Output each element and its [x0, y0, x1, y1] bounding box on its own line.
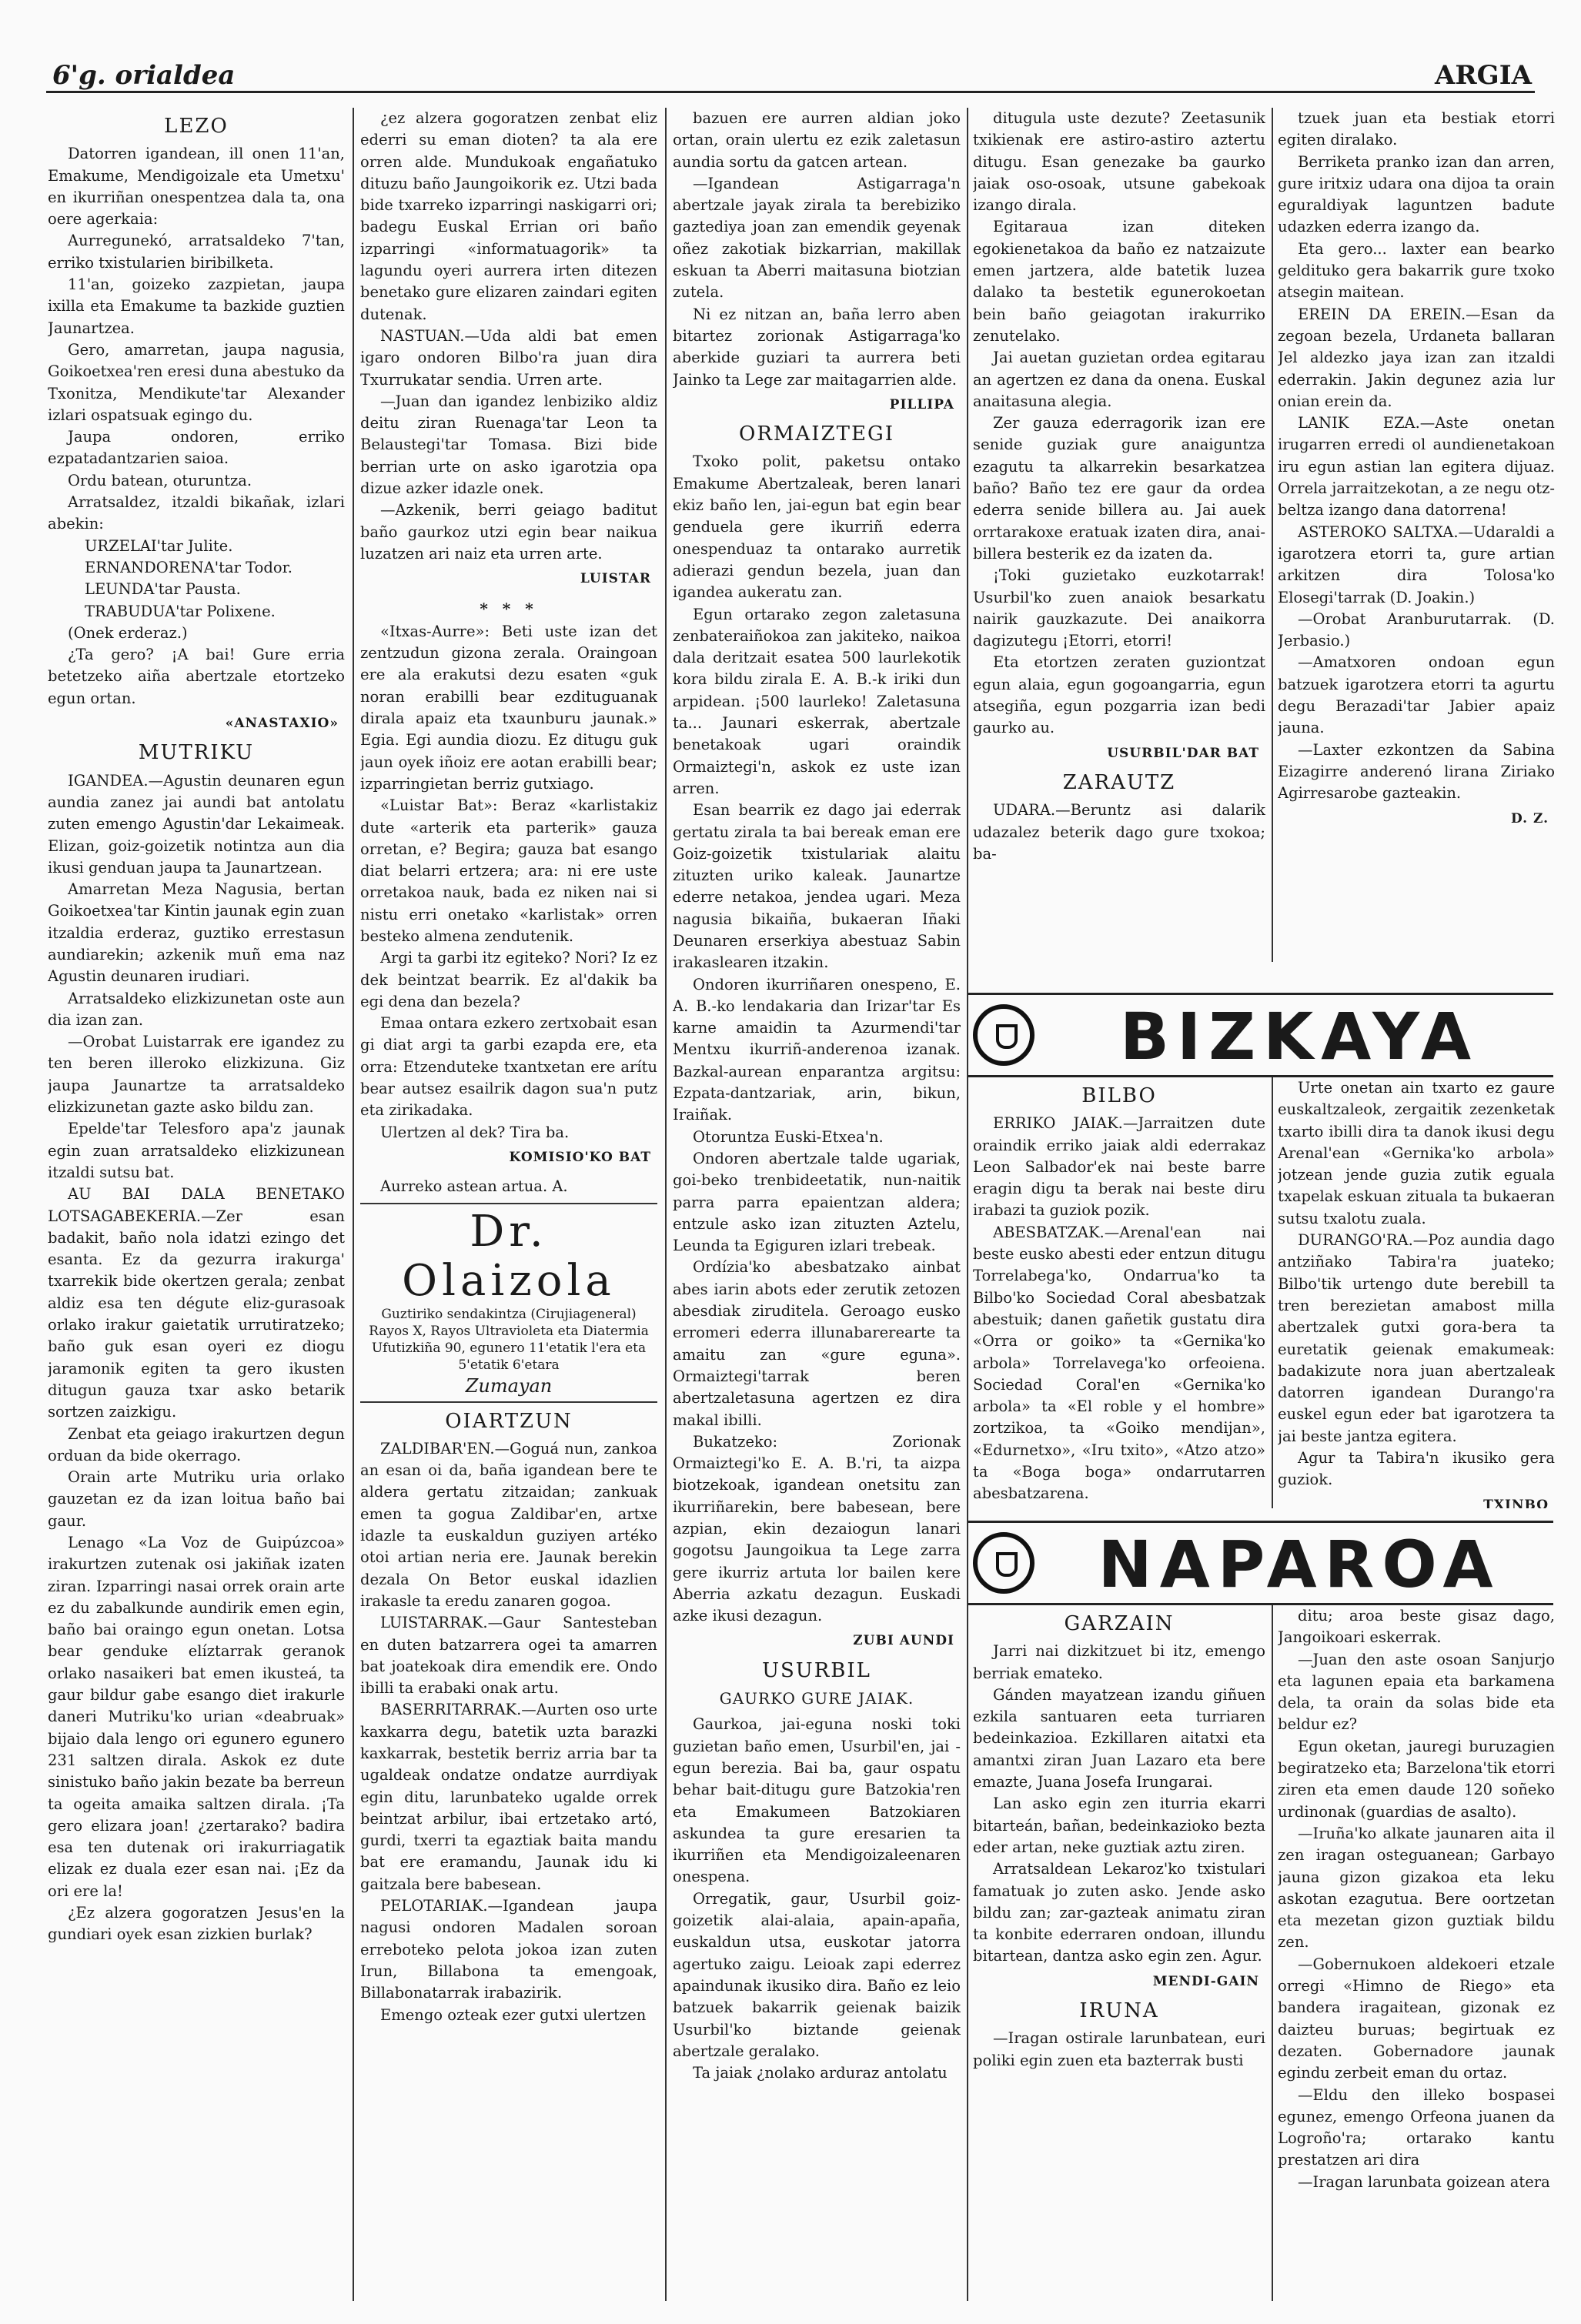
signature: D. Z.	[1510, 810, 1549, 826]
paragraph: Eta gero... laxter ean bearko geldituko gera bakarrik gure txoko atsegin maitean.	[1278, 239, 1555, 302]
paragraph: tzuek juan eta bestiak etorri egiten diralako.	[1278, 109, 1555, 149]
paragraph: PELOTARIAK.—Igandean jaupa nagusi ondoren Madalen soroan erreboteko pelota jokoa izan zuten Irun, Billabona ta emengoak, Billabonatarrak irabazirik.	[360, 1897, 657, 2002]
paragraph: Gánden mayatzean izandu giñuen ezkila santuaren eeta turriaren bedeinkazioa. Ezkillaren aitatxi eta amantxi ziran Juan Lazaro eta bere emazte, Juana Josefa Irungarai.	[973, 1685, 1265, 1791]
signature: MENDI-GAIN	[1152, 1973, 1259, 1989]
section-heading: MUTRIKU	[138, 741, 255, 765]
paragraph: Arratsaldeko elizkizunetan oste aun dia izan zan.	[48, 989, 345, 1029]
paragraph: Arratsaldez, itzaldi bikañak, izlari abekin:	[48, 493, 345, 533]
paragraph: —Juan dan igandez lenbiziko aldiz deitu ziran Ruenaga'tar Leon ta Belaustegi'tar Tomasa. Bizi bide berrian urte on asko igarotzia opa dizue azker idazle onek.	[360, 392, 657, 498]
column-rule	[1272, 1077, 1273, 1508]
naparoa-banner	[968, 1521, 1553, 1605]
paragraph: Ulertzen al dek? Tira ba.	[380, 1123, 570, 1141]
column-2	[360, 108, 657, 2301]
paragraph: Txoko polit, paketsu ontako Emakume Abertzaleak, beren lanari ekiz baño len, jai-egun bat egin bear genduela gere ikurriñ ederra onespenduaz ta ontarako aurretik adierazi gendun bezela, juan dan igandea aukeratu zan.	[673, 452, 961, 602]
paragraph: —Iragan ostirale larunbatean, euri poliki egin zuen eta bazterrak busti	[973, 2029, 1265, 2069]
paragraph: Eta etortzen zeraten guziontzat egun alaia, egun gogoangarria, egun atsegiña, egun pozgarria izan bedi gaurko au.	[973, 653, 1265, 737]
paragraph: —Juan den aste osoan Sanjurjo eta lagunen epaia eta barkamena dela, ta orain da solas bide eta beldur ez?	[1278, 1650, 1555, 1734]
paragraph: AU BAI DALA BENETAKO LOTSAGABEKERIA.—Zer esan badakit, baño nola idatzi ezingo det esanta. Ez da gezurra irakurga' txarrekik bide okertzen gerala; zenbat aldiz esa ten dégute eliz-gurasoak orlako irakur gaietatik urrutiratzeko; baño guk esan oyeri ez diogu jaramonik egiten ta gero ikusten ditugun gauza txar asko betarik sortzen zaizkigu.	[48, 1185, 345, 1421]
paragraph: Gaurkoa, jai-eguna noski toki guzietan baño emen, Usurbil'en, jai -egun berezia. Bai ba, gaur ospatu behar bait-ditugu gure Batzokia'ren eta Emakumeen Batzokiaren askundea ta gure eresarien ta ikurriñen eta Mendigoizaleenaren onespena.	[673, 1715, 961, 1886]
paragraph: EREIN DA EREIN.—Esan da zegoan bezela, Urdaneta ballaran Jel aldezko jaya izan zan itzaldi ederrakin. Jakin degunez azia lur onian erein da.	[1278, 305, 1555, 410]
paragraph: Orain arte Mutriku uria orlako gauzetan ez da izan loitua baño bai gaur.	[48, 1468, 345, 1530]
paragraph: Egun oketan, jauregi buruzagien begiratzeko eta; Barzelona'tik etorri ziren eta emen daude 120 soñeko urdinonak (guardias de asalto).	[1278, 1737, 1555, 1821]
paragraph: Berriketa pranko izan dan arren, gure iritxiz udara ona dijoa ta orain eguraldiyak laguntzen badute udazken ederra izango da.	[1278, 152, 1555, 236]
paragraph: Emengo ozteak ezer gutxi ulertzen	[380, 2005, 647, 2024]
signature: LUISTAR	[580, 571, 651, 587]
paragraph: Egitaraua izan diteken egokienetakoa da baño ez natzaizute emen jartzera, alde batetik luzea dalako ta bestetik egunerokoetan bein baño geiagotan irakurriko zenutelako.	[973, 218, 1265, 345]
paragraph: —Azkenik, berri geiago baditut baño gaurkoz utzi egin bear naikua luzatzen ari naiz eta urren arte.	[360, 501, 657, 563]
paragraph: Arratsaldean Lekaroz'ko txistulari famatuak jo zuten asko. Jende asko bildu zan; zar-gazteak animatu ziran ta konbite ederraren ondoan, illundu bitartean, dantza asko egin zen. Agur.	[973, 1860, 1265, 1965]
signature: «ANASTAXIO»	[225, 716, 339, 732]
paragraph: DURANGO'RA.—Poz aundia dago antziñako Tabira'ra juateko; Bilbo'tik urtengo dute berebill ta tren berezietan amabost milla abertzalek gutxi gora-bera ta euretatik geienak emakumeak: badakizute nora juan abertzaleak datorren igandean Durango'ra euskel egun eder bat igarotzera ta jai beste jantza egitera.	[1278, 1231, 1555, 1445]
paragraph: Aurreko astean artua. A.	[380, 1177, 568, 1196]
signature: ZUBI AUNDI	[853, 1633, 954, 1649]
page-number: 6'g. orialdea	[52, 60, 236, 91]
paragraph: Gero, amarretan, jaupa nagusia, Goikoetxea'ren eresi duna abestuko da Txonitza, Mendikute'tar Alexander izlari ospatsuak egingo du.	[48, 340, 345, 424]
paragraph: Ondoren ikurriñaren onespeno, E. A. B.-ko lendakaria dan Irizar'tar Es karne amaidin ta Azurmendi'tar Mentxu ikurriñ-anderenoa izanak. Bazkal-aurean enparantza argitsu: Ezpata-dantzariak, arin, bikun, Iraiñak.	[673, 975, 961, 1124]
paragraph: ASTEROKO SALTXA.—Udaraldi a igarotzera etorri ta, gure artian arkitzen dira Tolosa'ko Elosegi'tarrak (D. Joakin.)	[1278, 523, 1555, 606]
paragraph: Lenago «La Voz de Guipúzcoa» irakurtzen zutenak osi jakiñak izaten ziran. Izparringi nasai orrek orain arte ez du zabalkunde aundirik emen egin, baño bai oraingo egun onetan. Lotsa bear genduke elíztarrak geranok orlako nasaikeri bat emen ikusteá, ta gaur bildur gabe esango diet irakurle daneri Mutriku'ko urian «deabruak» bijaio dala lengo ori egunero egunero 231 saltzen dirala. Askok ez dute sinistuko baño jakin bezate ba berreun ta ogeita amaika saltzen dirala. ¡Ta gero elizara joan! ¿zertarako? badira esa ten dutenak ori irakurriagatik elizak ez duala ezer esan nai. ¡Ez da ori ere la!	[48, 1534, 345, 1900]
paragraph: Ondoren abertzale talde ugariak, goi-beko trenbideetatik, nun-naitik parra parra epaientzan aldera; entzule asko izan zituzten Aztelu, Leunda ta Egiguren izlari trebeak.	[673, 1149, 961, 1255]
speaker-name: ERNANDORENA'tar Todor.	[85, 558, 292, 576]
page-header	[46, 60, 1535, 93]
column-5	[1278, 108, 1555, 962]
paragraph: Emaa ontara ezkero zertxobait esan gi diat argi ta garbi ezapda ere, eta orra: Etzenduteke txantxetan ere arítu bear autsez esailrik dagon sua'n putz eta zirikadaka.	[360, 1014, 657, 1120]
separator-stars: * * *	[480, 599, 538, 618]
paragraph: 11'an, goizeko zazpietan, jaupa ixilla eta Emakume ta bazkide guztien Jaunartzea.	[48, 275, 345, 337]
paragraph: Argi ta garbi itz egiteko? Nori? Iz ez dek beintzat bearrik. Ez al'dakik ba egi dena dan bezela?	[360, 949, 657, 1010]
paragraph: Urte onetan ain txarto ez gaure euskaltzaleok, zergaitik zezenketak txarto ibilli dira ta danok ikusi degu Arenal'ean «Gernika'ko arbola» jotzean jende guzia zutik eguala txapelak eskuan zituala ta bukaeran sutsu txalotu zuala.	[1278, 1079, 1555, 1227]
paragraph: ERRIKO JAIAK.—Jarraitzen dute oraindik erriko jaiak aldi ederrakaz Leon Salbador'ek nai beste barre eragin digu ta berak nai beste diru irabazi ta guziok pozik.	[973, 1114, 1265, 1220]
paragraph: «Itxas-Aurre»: Beti uste izan det zentzudun gizona zerala. Oraingoan ere ala erakutsi dezu esaten «guk noran erabilli bear ezdituguanak dirala apaiz eta txaunburu jaunak.» Egia. Egi aundia diozu. Ez ditugu guk jaun oyek iñoiz ere aotan erabilli bear; izparringietan berriz gutxiago.	[360, 622, 657, 793]
paragraph: BASERRITARRAK.—Aurten oso urte kaxkarra degu, batetik uzta barazki kaxkarrak, bestetik berriz arria bar ta ugaldeak ondatze ondatze aurrdiyak egin ditu, larunbateko ugalde orrek beintzat arbilur, ibai ertzetako artó, gurdi, txerri ta egaztiak baita mandu bat ere eramandu, Jaunak idu ki gaitzala bere babesean.	[360, 1701, 657, 1893]
paragraph: bazuen ere aurren aldian joko ortan, orain ulertu ez ezik zaletasun aundia sortu da gatcen artean.	[673, 109, 961, 171]
column-1	[48, 108, 345, 2301]
paragraph: —Igandean Astigarraga'n abertzale jayak zirala ta berebiziko gaztediya joan zan emendik geyenak oñez zakotiak bizkarrian, makillak eskuan ta Aberri maitasuna biotzian zutela.	[673, 174, 961, 302]
paragraph: «Luistar Bat»: Beraz «karlistakiz dute «arterik eta parterik» gauza orretan, e? Begira; gauza bat esango diat belarri ertzera; ara: ni ere uste orretakoa nauk, bada ez niken nai si nistu erri onetako «karlistak» orren besteko almena zendutenik.	[360, 796, 657, 945]
paragraph: Ni ez nitzan an, baña lerro aben bitartez zorionak Astigarraga'ko aberkide guziari ta aurrera beti Jainko ta Lege zar maitagarrien alde.	[673, 305, 961, 389]
paragraph: ¡Toki guzietako euzkotarrak! Usurbil'ko zuen anaiok besarkatu nairik gauzkazute. Dei anaikorra dagizutegu ¡Etorri, etorri!	[973, 566, 1265, 650]
naparoa-column-right	[1278, 1605, 1555, 2301]
paragraph: —Gobernukoen aldekoeri etzale orregi «Himno de Riego» eta bandera iragaitean, gizonak ez daizteu buruas; begirtuak ez dezaten. Gobernadore jaunak egindu zerbeit eman du ortaz.	[1278, 1955, 1555, 2082]
bizkaya-title: BIZKAYA	[1119, 999, 1479, 1074]
paragraph: Bukatzeko: Zorionak Ormaiztegi'ko E. A. B.'ri, ta aizpa biotzekoak, igandean onetsitu zan ikurriñarekin, bere babesean, bere azpian, ekin dezaiogun lanari gogotsu Jaungoikua ta Lege zarra gere ikurriz artuta lor bailen kere Aberria azkatu dezagun. Euskadi azke ikusi dezagun.	[673, 1432, 961, 1625]
paragraph: Zenbat eta geiago irakurtzen degun orduan da bide okerrago.	[48, 1424, 345, 1464]
speaker-name: TRABUDUA'tar Polixene.	[85, 602, 276, 620]
signature: TXINBO	[1483, 1497, 1549, 1508]
section-heading: LEZO	[164, 115, 229, 138]
paragraph: Epelde'tar Telesforo apa'z jaunak egin zuan arratsaldeko elizkizunean itzaldi sutsu bat.	[48, 1120, 345, 1181]
section-heading: ZARAUTZ	[1062, 770, 1176, 794]
paragraph: ¿Ez alzera gogoratzen Jesus'en la gundiari oyek esan zizkien burlak?	[48, 1904, 345, 1944]
paragraph: (Onek erderaz.)	[68, 623, 188, 642]
paragraph: Agur ta Tabira'n ikusiko gera guziok.	[1278, 1449, 1555, 1489]
newspaper-title: ARGIA	[1435, 60, 1532, 91]
section-heading: BILBO	[1081, 1084, 1157, 1107]
signature: PILLIPA	[889, 396, 954, 412]
column-rule	[1272, 1605, 1273, 2301]
column-rule	[1272, 108, 1273, 962]
paragraph: Egun ortarako zegon zaletasuna zenbateraiñokoa zan jakiteko, naikoa dala deritzait esatea 500 laurlekotik kora bildu zirala E. A. B.-k iriki dun arpidean. ¡500 laurleko! Zaletasuna ta... Jaunari eskerrak, abertzale benetakoak ugari oraindik Ormaiztegi'n, askok ez uste izan arren.	[673, 605, 961, 797]
column-rule	[967, 108, 968, 2301]
column-3	[673, 108, 961, 2301]
paragraph: Zer gauza ederragorik izan ere senide guziak gure anaiguntza ezagutu ta alkarrekin besarkatzea baño? Baño tez ere gaur da ordea ederra senide billera au. Jai auek orrtarakoxe eratuak izaten dira, anai-billera besterik ez da izaten da.	[973, 414, 1265, 563]
paragraph: —Iragan larunbata goizean atera	[1298, 2172, 1550, 2191]
ad-town: Zumayan	[465, 1374, 553, 1397]
paragraph: Orregatik, gaur, Usurbil goiz-goizetik alai-alaia, apain-apaña, euskaldun utsa, euskotar jatorra agertuko zaigu. Leioak zapi ederrez apaindunak ikusiko dira. Baño ez leio batzuek bakarrik geienak baizik Usurbil'ko biztande geienak abertzale geralako.	[673, 1889, 961, 2060]
paragraph: ditu; aroa beste gisaz dago, Jangoikoari eskerrak.	[1278, 1607, 1555, 1647]
advertisement	[360, 1203, 657, 1403]
paragraph: Datorren igandean, ill onen 11'an, Emakume, Mendigoizale eta Umetxu' en ikurriñan onespentzea dala ta, ona oere agerkaia:	[48, 145, 345, 229]
paragraph: Ordu batean, oturuntza.	[68, 471, 252, 489]
column-rule	[665, 108, 667, 2301]
section-heading: ORMAIZTEGI	[739, 422, 894, 446]
section-heading: OIARTZUN	[445, 1409, 573, 1433]
paragraph: Amarretan Meza Nagusia, bertan Goikoetxea'tar Kintin jaunak egin zuan itzaldia erderaz, guztiko errestasun aundiarekin; azkenik muñ ema naz Agustin deunaren irudiari.	[48, 880, 345, 986]
paragraph: Jai auetan guzietan ordea egitarau an agertzen ez dana da onena. Euskal anaitasuna alegia.	[973, 349, 1265, 410]
paragraph: Aurregunekó, arratsaldeko 7'tan, erriko txistularien biribilketa.	[48, 232, 345, 272]
section-heading: GARZAIN	[1064, 1612, 1175, 1635]
bizkaya-column-right	[1278, 1077, 1555, 1508]
paragraph: —Laxter ezkontzen da Sabina Eizagirre anderenó lirana Ziriako Agirresarobe gazteakin.	[1278, 740, 1555, 803]
naparoa-column-left	[973, 1605, 1265, 2301]
paragraph: Esan bearrik ez dago jai ederrak gertatu zirala ta bai bereak eman ere Goiz-goizetik txistulariak alaitu zituzten uriko kaleak. Jaunartze ederre netakoa, jendea ugari. Meza nagusia bikaiña, bukaeran Iñaki Deunaren erserkiya abestuaz Sabin irakaslearen itzakin.	[673, 801, 961, 972]
paragraph: Jaupa ondoren, erriko ezpatadantzarien saioa.	[48, 428, 345, 468]
paragraph: —Orobat Aranburutarrak. (D. Jerbasio.)	[1278, 609, 1555, 650]
paragraph: LUISTARRAK.—Gaur Santesteban en duten batzarrera ogei ta amarren bat joatekoak dira emendik ere. Ondo ibilli ta erabaki onak artu.	[360, 1614, 657, 1698]
paragraph: Otoruntza Euski-Etxea'n.	[693, 1127, 884, 1146]
signature: USURBIL'DAR BAT	[1107, 745, 1259, 761]
paragraph: Ta jaiak ¿nolako arduraz antolatu	[693, 2064, 948, 2082]
naparoa-title: NAPAROA	[1098, 1527, 1501, 1602]
paragraph: LANIK EZA.—Aste onetan irugarren erredi ol aundienetakoan iru egun astian lan egitera dijuaz. Orrela jarraitzekotan, a ze negu otz-beltza izango dana datorrena!	[1278, 414, 1555, 519]
emblem-icon	[973, 1004, 1035, 1066]
ad-line: Guztiriko sendakintza (Cirujiageneral) Rayos X, Rayos Ultravioleta eta Diatermia	[369, 1306, 649, 1339]
paragraph: Jarri nai dizkitzuet bi itz, emengo berriak emateko.	[973, 1642, 1265, 1682]
ad-title: Dr. Olaizola	[402, 1206, 616, 1306]
paragraph: Lan asko egin zen iturria ekarri bitarteán, bañan, bedeinkazioko bezta eder artan, neke guztiak aztu ziren.	[973, 1795, 1265, 1856]
paragraph: —Eldu den illeko bospasei egunez, emengo Orfeona juanen da Logroño'ra; ortarako kantu prestatzen ari dira	[1278, 2085, 1555, 2169]
paragraph: —Iruña'ko alkate jaunaren aita il zen iragan osteguanean; Garbayo jauna gizon gizakoa eta leku askotan ezagutua. Bere oortzetan eta mezetan gizon guztiak bildu zen.	[1278, 1824, 1555, 1952]
paragraph: ¿Ta gero? ¡A bai! Gure erria betetzeko aiña abertzale etortzeko egun ortan.	[48, 646, 345, 707]
paragraph: ditugula uste dezute? Zeetasunik txikienak ere astiro-astiro aztertu ditugu. Esan genezake ba gaurko jaiak oso-osoak, utsune gabekoak izango dirala.	[973, 109, 1265, 215]
emblem-icon	[973, 1532, 1035, 1594]
paragraph: Ordízia'ko abesbatzako ainbat abes iarin abots eder zerutik zetozen abesdiak ziruditela. Geroago eusko erromeri ederra illunabarerearte ta amaitu zan «gure eguna». Ormaiztegi'tarrak beren abertzaletasuna agertzen ez dira makal ibilli.	[673, 1258, 961, 1429]
paragraph: NASTUAN.—Uda aldi bat emen igaro ondoren Bilbo'ra juan dira Txurrukatar sendia. Urren arte.	[360, 326, 657, 389]
speaker-name: URZELAI'tar Julite.	[85, 536, 233, 555]
ad-line: Ufutizkiña 90, egunero 11'etatik l'era eta 5'etatik 6'etara	[371, 1340, 647, 1373]
section-heading: IRUNA	[1079, 1999, 1159, 2023]
paragraph: UDARA.—Beruntz asi dalarik udazalez beterik dago gure txokoa; ba-	[973, 801, 1265, 863]
bizkaya-column-left	[973, 1077, 1265, 1508]
speaker-name: LEUNDA'tar Pausta.	[85, 580, 241, 599]
paragraph: IGANDEA.—Agustin deunaren egun aundia zanez jai aundi bat antolatu zuten emengo Agustin'dar Lekaimeak. Elizan, goiz-goizetik notintza aun dia ikusi genduan jaupa ta Jaunartzean.	[48, 771, 345, 877]
bizkaya-banner	[968, 993, 1553, 1077]
section-subheading: GAURKO GURE JAIAK.	[719, 1689, 914, 1708]
column-4	[973, 108, 1265, 962]
signature: KOMISIO'KO BAT	[509, 1149, 651, 1165]
paragraph: ABESBATZAK.—Arenal'ean nai beste eusko abesti eder entzun ditugu Torrelabega'ko, Ondarrua'ko ta Bilbo'ko Sociedad Coral abesbatzak abestuik; danen gañetik gustatu dira «Orra or goiko» ta «Gernika'ko arbola» Torrelavega'ko orfeoiena. Sociedad Coral'en «Gernika'ko arbola» ta «El roble y el hombre» zortzikoa, ta «Goiko mendijan», «Edurnetxo», «Iru txito», «Atzo atzo» ta «Boga boga» ondarrutarren abesbatzarena.	[973, 1223, 1265, 1503]
column-rule	[353, 108, 354, 2301]
paragraph: ¿ez alzera gogoratzen zenbat eliz ederri su eman dioten? ta ala ere orren alde. Mundukoak engañatuko dituzu baño Jaungoikorik ez. Utzi bada bide txarreko izparringi naskigarri ori; badegu Euskal Errian ori baño izparringi «informatuagorik» ta lagundu oyeri aurrera irten ditezen benetako gure elizaren zaindari egiten dutenak.	[360, 109, 657, 323]
paragraph: —Orobat Luistarrak ere igandez zu ten beren illeroko elizkizuna. Giz jaupa Jaunartze ta arratsaldeko elizkizunetan gazte asko bildu zan.	[48, 1033, 345, 1117]
paragraph: ZALDIBAR'EN.—Goguá nun, zankoa an esan oi da, baña igandean bere te aldera gertatu zitzaidan; zankuak emen ta gogua Zaldibar'en, artxe idazle ta euskaldun guziyen artéko otoi artian neria ere. Jaunak berekin dezala On Betor euskal idazlien irakasle ta eredu zanaren gogoa.	[360, 1439, 657, 1610]
paragraph: —Amatxoren ondoan egun batzuek igarotzera etorri ta agurtu degu Berazadi'tar Jabier apaiz jauna.	[1278, 653, 1555, 737]
section-heading: USURBIL	[762, 1658, 871, 1682]
